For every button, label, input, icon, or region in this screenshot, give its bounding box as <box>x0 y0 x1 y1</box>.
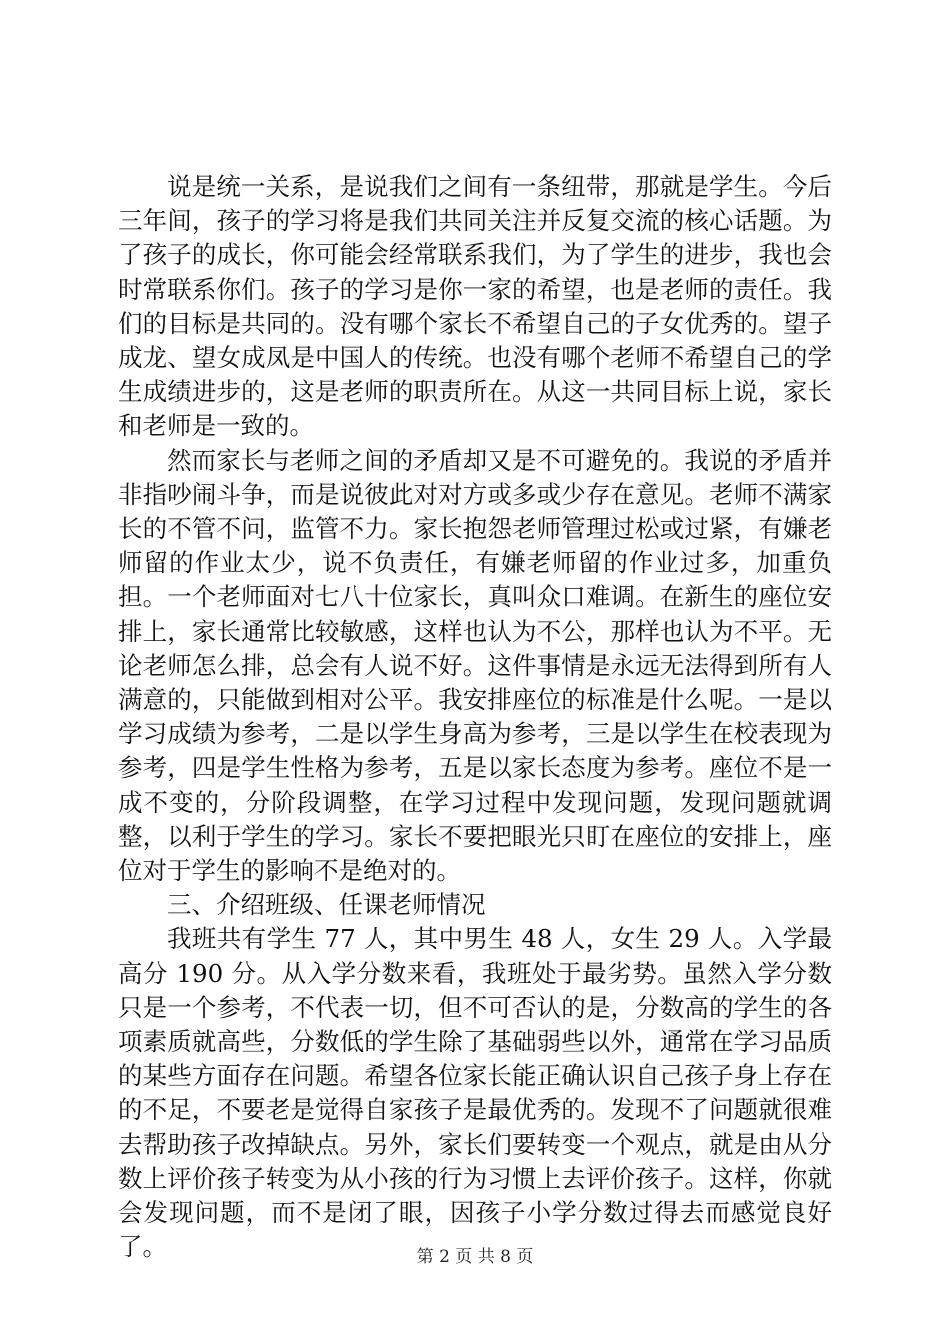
section-heading: 三、介绍班级、任课老师情况 <box>167 890 486 920</box>
paragraph-class-introduction: 我班共有学生 77 人，其中男生 48 人，女生 29 人。入学最高分 190 分。从入学分数来看，我班处于最劣势。虽然入学分数只是一个参考，不代表一切，但不可否认的是，分数高的学生的各项素质就高些，分数低的学生除了基础弱些以外，通常在学习品质的某些方面存在问题。希望各位家长能正确认识自己孩子身上存在的不足，不要老是觉得自家孩子是最优秀的。发现不了问题就很难去帮助孩子改掉缺点。另外，家长们要转变一个观点，就是由从分数上评价孩子转变为从小孩的行为习惯上去评价孩子。这样，你就会发现问题，而不是闭了眼，因孩子小学分数过得去而感觉良好了。 <box>118 924 832 1262</box>
paragraph-unity-relationship: 说是统一关系，是说我们之间有一条纽带，那就是学生。今后三年间，孩子的学习将是我们共同关注并反复交流的核心话题。为了孩子的成长，你可能会经常联系我们，为了学生的进步，我也会时常联系你们。孩子的学习是你一家的希望，也是老师的责任。我们的目标是共同的。没有哪个家长不希望自己的子女优秀的。望子成龙、望女成凤是中国人的传统。也没有哪个老师不希望自己的学生成绩进步的，这是老师的职责所在。从这一共同目标上说，家长和老师是一致的。 <box>118 172 832 441</box>
document-body <box>118 170 832 1265</box>
page-number-footer: 第 2 页 共 8 页 <box>416 1247 534 1267</box>
paragraph-parent-teacher-conflict: 然而家长与老师之间的矛盾却又是不可避免的。我说的矛盾并非指吵闹斗争，而是说彼此对对方或多或少存在意见。老师不满家长的不管不问，监管不力。家长抱怨老师管理过松或过紧，有嫌老师留的作业太少，说不负责任，有嫌老师留的作业过多，加重负担。一个老师面对七八十位家长，真叫众口难调。在新生的座位安排上，家长通常比较敏感，这样也认为不公，那样也认为不平。无论老师怎么排，总会有人说不好。这件事情是永远无法得到所有人满意的，只能做到相对公平。我安排座位的标准是什么呢。一是以学习成绩为参考，二是以学生身高为参考，三是以学生在校表现为参考，四是学生性格为参考，五是以家长态度为参考。座位不是一成不变的，分阶段调整，在学习过程中发现问题，发现问题就调整，以利于学生的学习。家长不要把眼光只盯在座位的安排上，座位对于学生的影响不是绝对的。 <box>118 445 832 886</box>
